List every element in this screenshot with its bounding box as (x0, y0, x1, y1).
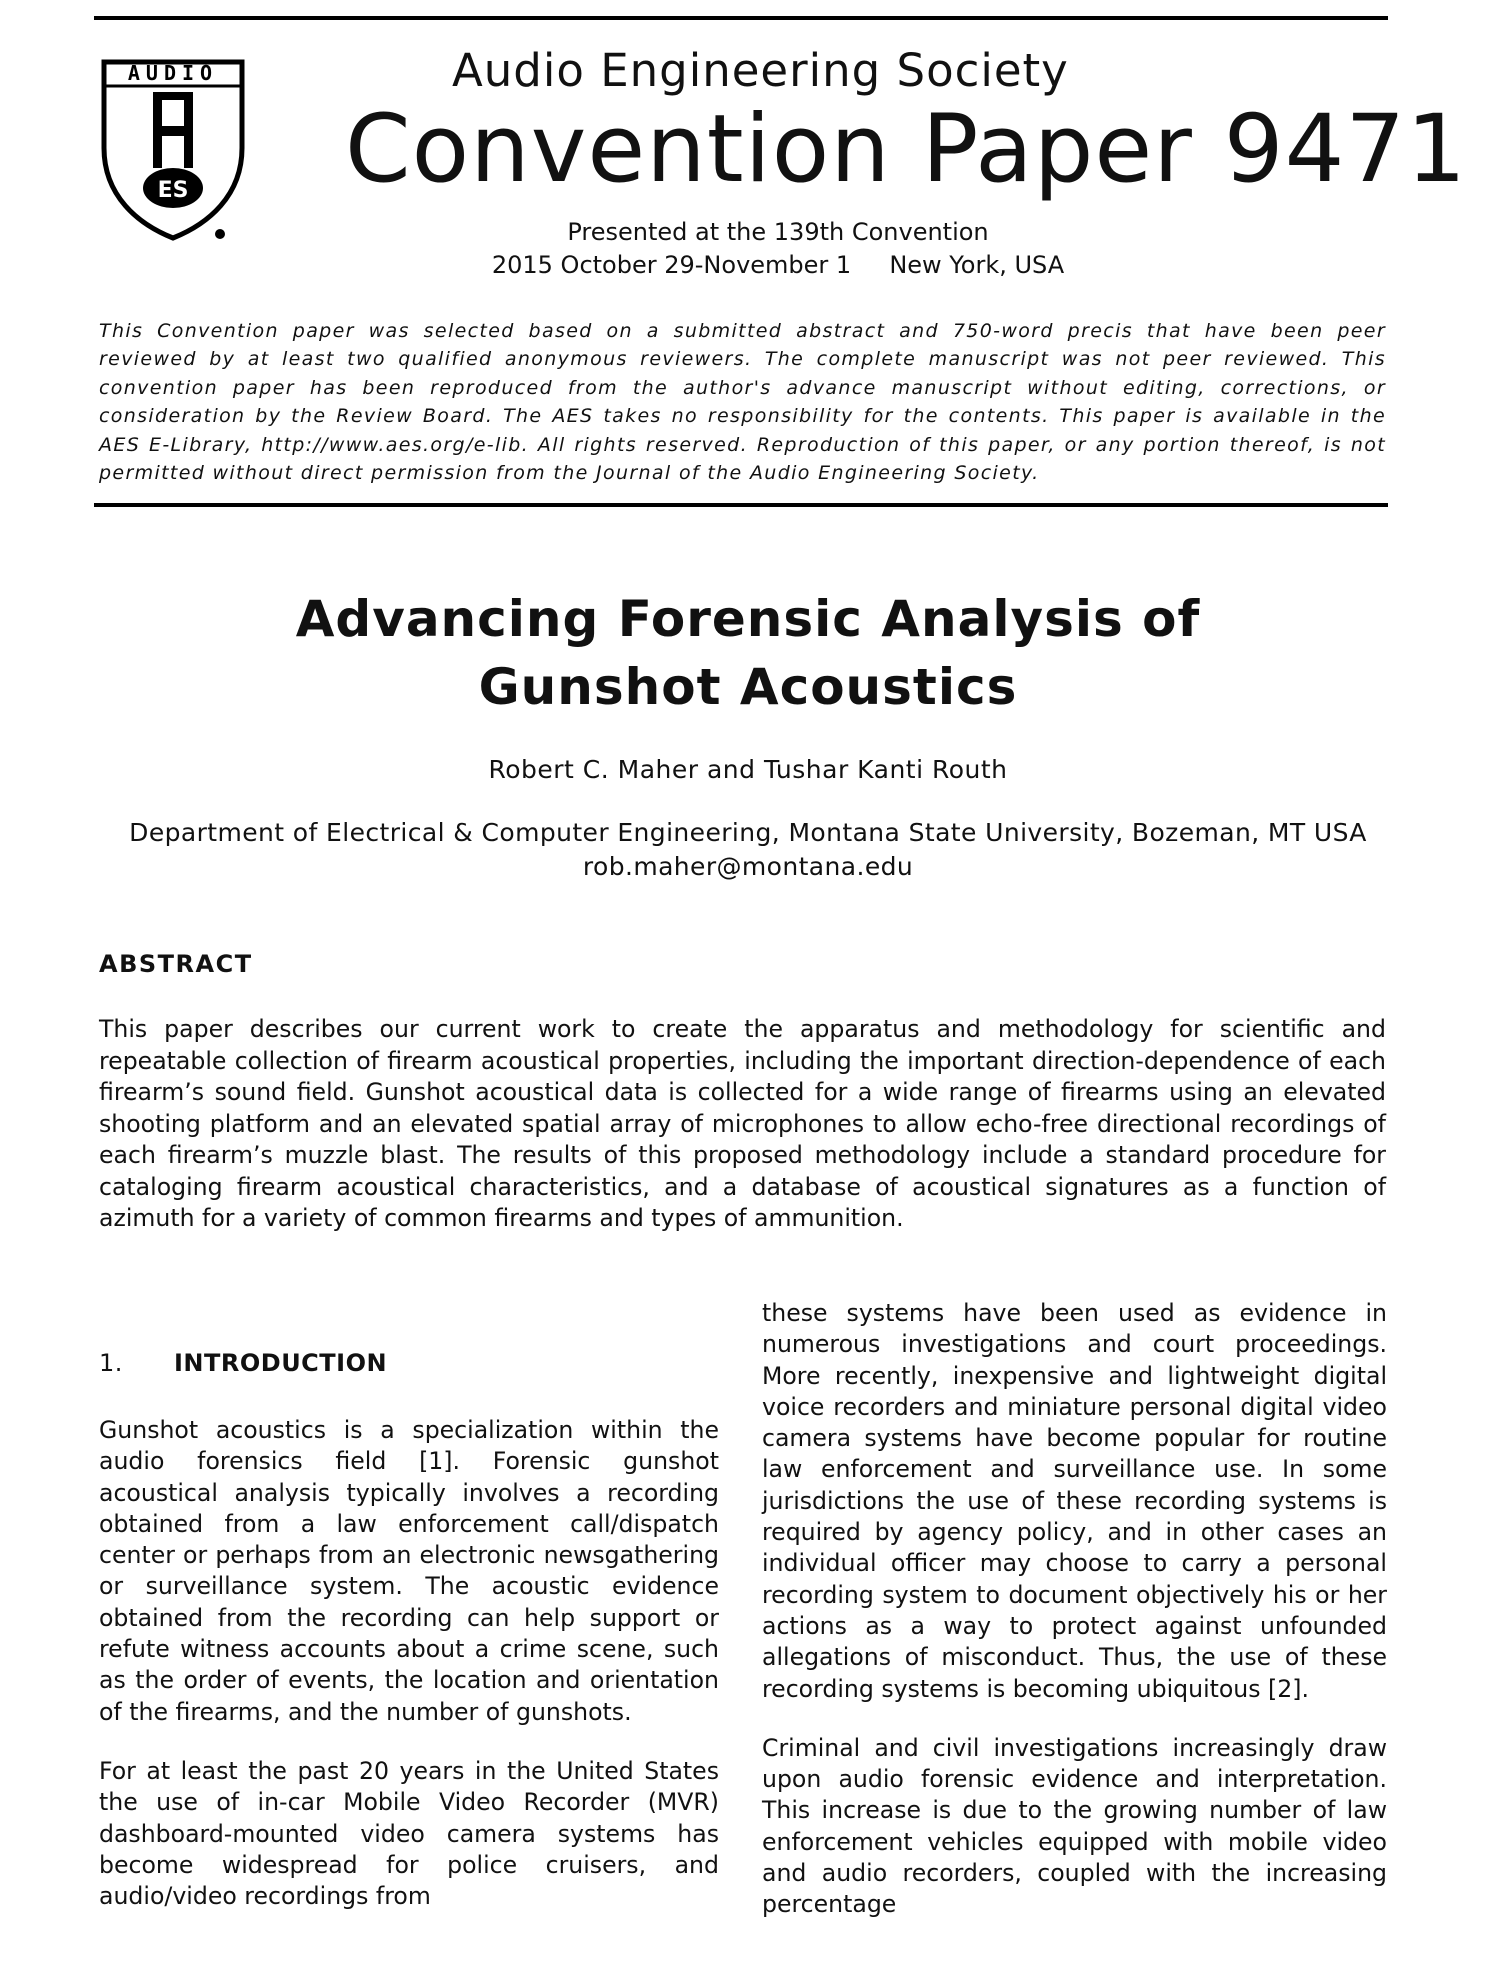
paragraph: For at least the past 20 years in the United States the use of in-car Mobile Video Recorder (MVR) dashboard-mounted video camera systems has become widespread for police cruisers, and audio/video recordings from (99, 1756, 719, 1911)
top-rule (94, 16, 1388, 20)
right-column (762, 1298, 1387, 1949)
abstract-body: This paper describes our current work to create the apparatus and methodology for scientific and repeatable collection of firearm acoustical properties, including the important direction-dependence of each firearm’s sound field. Gunshot acoustical data is collected for a wide range of firearms using an elevated shooting platform and an elevated spatial array of microphones to allow echo-free directional recordings of each firearm’s muzzle blast. The results of this proposed methodology include a standard procedure for cataloging firearm acoustical characteristics, and a database of acoustical signatures as a function of azimuth for a variety of common firearms and types of ammunition. (99, 1015, 1386, 1232)
logo-top-text: AUDIO (127, 61, 219, 85)
author-email: rob.maher@montana.edu (582, 852, 914, 881)
paragraph: these systems have been used as evidence in numerous investigations and court proceedings. More recently, inexpensive and lightweight digital voice recorders and miniature personal digital video camera systems have become popular for routine law enforcement and surveillance use. In some jurisdictions the use of these recording systems is required by agency policy, and in other cases an individual officer may choose to carry a personal recording system to document objectively his or her actions as a way to protect against unfounded allegations of misconduct. Thus, the use of these recording systems is becoming ubiquitous [2]. (762, 1299, 1387, 1703)
left-column (99, 1415, 719, 1940)
presented-at: Presented at the 139th Convention (567, 218, 989, 246)
section-number: 1. (99, 1349, 123, 1377)
paragraph: Criminal and civil investigations increasingly draw upon audio forensic evidence and interpretation. This increase is due to the growing number of law enforcement vehicles equipped with mobile video and audio recorders, coupled with the increasing percentage (762, 1733, 1387, 1919)
paper-title (0, 585, 1496, 721)
middle-rule (94, 503, 1388, 507)
paper-title-line2: Gunshot Acoustics (478, 658, 1018, 716)
paragraph: Gunshot acoustics is a specialization within the audio forensics field [1]. Forensic gunshot acoustical analysis typically involves a recording obtained from a law enforcement call/dispatch center or perhaps from an electronic newsgathering or surveillance system. The acoustic evidence obtained from the recording can help support or refute witness accounts about a crime scene, such as the order of events, the location and orientation of the firearms, and the number of gunshots. (99, 1416, 719, 1726)
authors: Robert C. Maher and Tushar Kanti Routh (488, 755, 1008, 784)
abstract-heading: ABSTRACT (99, 950, 253, 978)
society-name: Audio Engineering Society (452, 44, 1069, 97)
paper-title-line1: Advancing Forensic Analysis of (295, 590, 1201, 648)
section-title: INTRODUCTION (174, 1349, 388, 1377)
section-heading (99, 1349, 387, 1377)
affiliation: Department of Electrical & Computer Engineering, Montana State University, Bozeman, MT USA (129, 818, 1367, 847)
disclaimer: This Convention paper was selected based on a submitted abstract and 750-word precis that have been peer reviewed by at least two qualified anonymous reviewers. The complete manuscript was not peer reviewed. This convention paper has been reproduced from the author's advance manuscript without editing, corrections, or consideration by the Review Board. The AES takes no responsibility for the contents. This paper is available in the AES E-Library, http://www.aes.org/e-lib. All rights reserved. Reproduction of this paper, or any portion thereof, is not permitted without direct permission from the Journal of the Audio Engineering Society. (99, 320, 1386, 485)
convention-paper-title: Convention Paper 9471 (345, 95, 1468, 204)
logo-bottom-text: ES (157, 178, 189, 203)
convention-dates: 2015 October 29-November 1 New York, USA (491, 251, 1065, 279)
